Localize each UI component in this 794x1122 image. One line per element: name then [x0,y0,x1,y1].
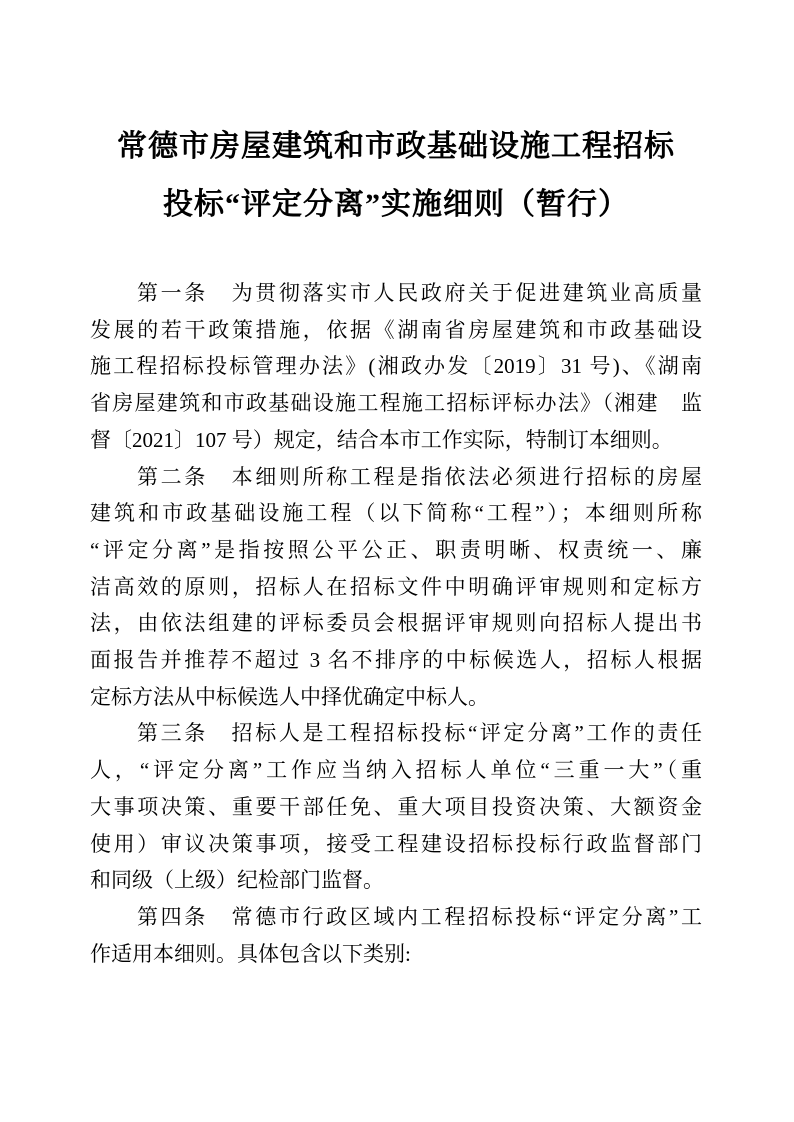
text-line: 作适用本细则。具体包含以下类别: [90,941,411,966]
text-line: 人，“评定分离”工作应当纳入招标人单位“三重一大”（重 [90,758,702,783]
text-line: 督〔2021〕107 号）规定，结合本市工作实际，特制订本细则。 [90,427,673,452]
text-line: 省房屋建筑和市政基础设施工程施工招标评标办法》（湘建 监 [90,391,702,416]
text-line: 大事项决策、重要干部任免、重大项目投资决策、大额资金 [90,794,702,819]
text-line: 第二条 本细则所称工程是指依法必须进行招标的房屋 [137,464,702,489]
text-line: 第三条 招标人是工程招标投标“评定分离”工作的责任 [137,721,702,746]
text-line: 发展的若干政策措施，依据《湖南省房屋建筑和市政基础设 [90,317,702,342]
text-line: 第四条 常德市行政区域内工程招标投标“评定分离”工 [137,904,702,929]
text-line: 面报告并推荐不超过 3 名不排序的中标候选人，招标人根据 [90,648,702,673]
title-line-2: 投标“评定分离”实施细则（暂行） [163,188,629,221]
title-line-1: 常德市房屋建筑和市政基础设施工程招标 [117,130,675,163]
paragraph-article-1 [90,275,702,459]
text-line: “评定分离”是指按照公平公正、职责明晰、权责统一、廉 [90,537,702,562]
text-line: 建筑和市政基础设施工程（以下简称“工程”）；本细则所称 [90,501,702,526]
document-content [90,118,702,972]
paragraph-article-2 [90,459,702,716]
text-line: 使用）审议决策事项，接受工程建设招标投标行政监督部门 [90,831,702,856]
text-line: 和同级（上级）纪检部门监督。 [90,868,384,893]
paragraph-article-3 [90,715,702,899]
text-line: 定标方法从中标候选人中择优确定中标人。 [90,684,489,709]
text-line: 洁高效的原则，招标人在招标文件中明确评审规则和定标方 [90,574,702,599]
text-line: 施工程招标投标管理办法》(湘政办发〔2019〕31 号)、《湖南 [90,354,702,379]
paragraph-article-4 [90,899,702,972]
text-line: 第一条 为贯彻落实市人民政府关于促进建筑业高质量 [137,281,702,305]
document-title [90,118,702,234]
text-line: 法，由依法组建的评标委员会根据评审规则向招标人提出书 [90,611,702,636]
